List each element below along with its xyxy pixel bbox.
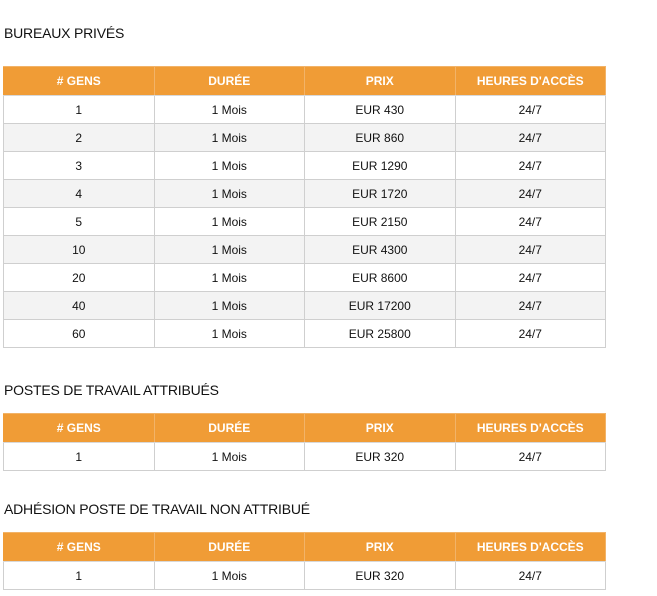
column-header-heures-acces: HEURES D'ACCÈS [455,414,606,443]
cell-heures-acces: 24/7 [455,264,606,292]
cell-duree: 1 Mois [154,292,305,320]
table-row [4,152,606,180]
cell-gens: 40 [4,292,155,320]
cell-heures-acces: 24/7 [455,236,606,264]
cell-duree: 1 Mois [154,320,305,348]
pricing-table-poste-non-attribue [3,532,606,590]
section-title-bureaux-prives: BUREAUX PRIVÉS [4,25,125,41]
table-row [4,180,606,208]
column-header-heures-acces: HEURES D'ACCÈS [455,533,606,562]
cell-heures-acces: 24/7 [455,292,606,320]
cell-heures-acces: 24/7 [455,152,606,180]
cell-gens: 1 [4,443,155,471]
column-header-prix: PRIX [305,67,456,96]
cell-heures-acces: 24/7 [455,96,606,124]
section-title-poste-non-attribue: ADHÉSION POSTE DE TRAVAIL NON ATTRIBUÉ [4,501,310,517]
cell-prix: EUR 8600 [305,264,456,292]
table-header-row [4,67,606,96]
cell-gens: 3 [4,152,155,180]
cell-duree: 1 Mois [154,208,305,236]
column-header-gens: # GENS [4,533,155,562]
column-header-duree: DURÉE [154,67,305,96]
table-row [4,320,606,348]
pricing-table-postes-attribues [3,413,606,471]
column-header-gens: # GENS [4,414,155,443]
cell-prix: EUR 1720 [305,180,456,208]
cell-gens: 5 [4,208,155,236]
cell-gens: 2 [4,124,155,152]
cell-gens: 1 [4,562,155,590]
cell-heures-acces: 24/7 [455,443,606,471]
table-header-row [4,533,606,562]
cell-gens: 60 [4,320,155,348]
table-row [4,236,606,264]
cell-duree: 1 Mois [154,236,305,264]
cell-duree: 1 Mois [154,180,305,208]
cell-prix: EUR 860 [305,124,456,152]
cell-heures-acces: 24/7 [455,562,606,590]
cell-prix: EUR 25800 [305,320,456,348]
cell-prix: EUR 17200 [305,292,456,320]
table-row [4,96,606,124]
column-header-duree: DURÉE [154,533,305,562]
cell-gens: 10 [4,236,155,264]
table-row [4,124,606,152]
table-row [4,292,606,320]
cell-heures-acces: 24/7 [455,208,606,236]
section-title-postes-attribues: POSTES DE TRAVAIL ATTRIBUÉS [4,382,219,398]
cell-prix: EUR 430 [305,96,456,124]
cell-duree: 1 Mois [154,562,305,590]
cell-heures-acces: 24/7 [455,320,606,348]
cell-heures-acces: 24/7 [455,180,606,208]
column-header-prix: PRIX [305,533,456,562]
table-row [4,443,606,471]
table-row [4,264,606,292]
cell-gens: 4 [4,180,155,208]
cell-duree: 1 Mois [154,96,305,124]
cell-duree: 1 Mois [154,264,305,292]
cell-heures-acces: 24/7 [455,124,606,152]
cell-prix: EUR 4300 [305,236,456,264]
cell-duree: 1 Mois [154,152,305,180]
cell-prix: EUR 1290 [305,152,456,180]
pricing-table-bureaux-prives [3,66,606,348]
cell-gens: 20 [4,264,155,292]
column-header-heures-acces: HEURES D'ACCÈS [455,67,606,96]
cell-prix: EUR 320 [305,443,456,471]
cell-prix: EUR 320 [305,562,456,590]
cell-duree: 1 Mois [154,443,305,471]
cell-duree: 1 Mois [154,124,305,152]
column-header-duree: DURÉE [154,414,305,443]
table-header-row [4,414,606,443]
table-row [4,208,606,236]
cell-prix: EUR 2150 [305,208,456,236]
cell-gens: 1 [4,96,155,124]
column-header-gens: # GENS [4,67,155,96]
column-header-prix: PRIX [305,414,456,443]
table-row [4,562,606,590]
